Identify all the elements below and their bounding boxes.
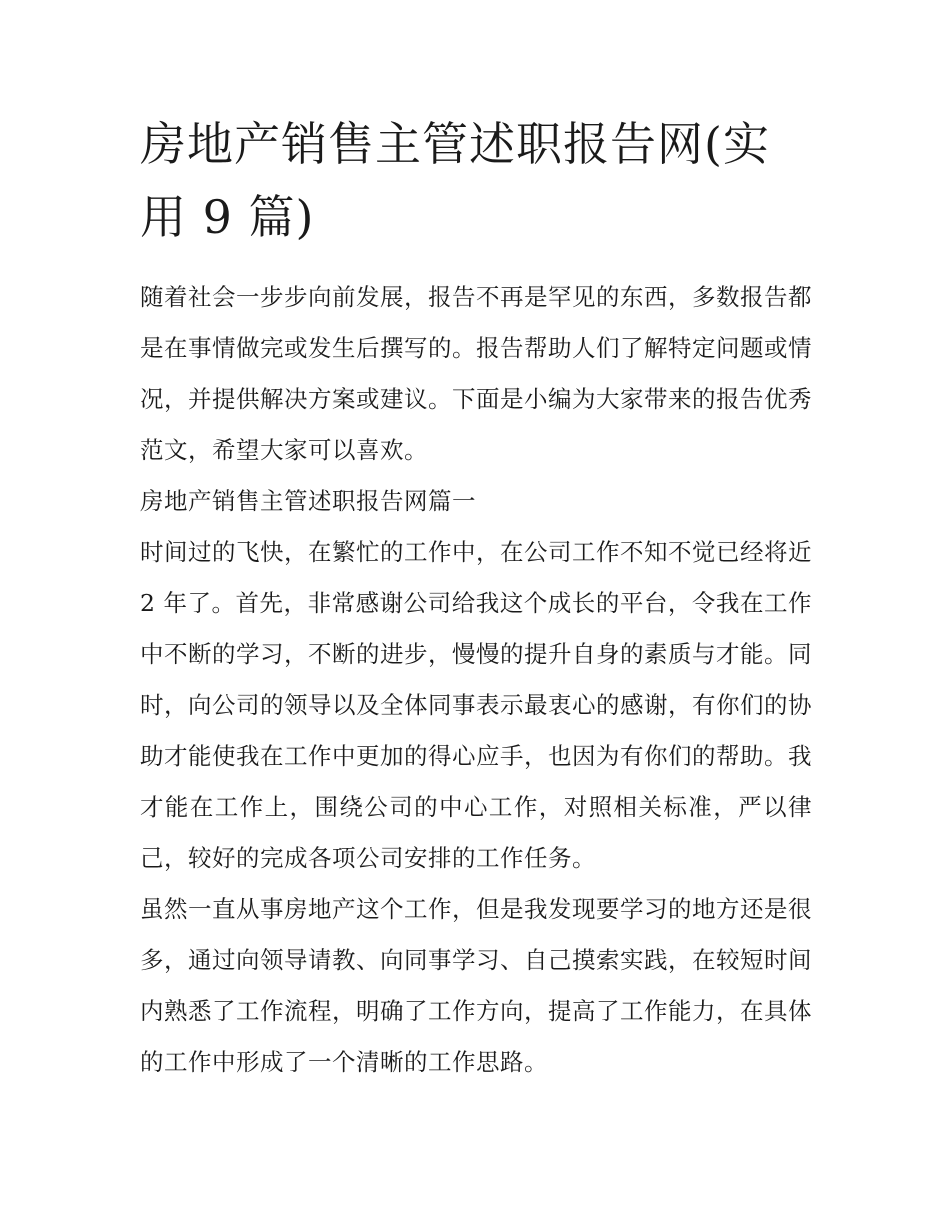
- intro-paragraph: 随着社会一步步向前发展，报告不再是罕见的东西，多数报告都是在事情做完或发生后撰写的。报告帮助人们了解特定问题或情况，并提供解决方案或建议。下面是小编为大家带来的报告优秀范文，希望大家可以喜欢。: [140, 283, 812, 464]
- document-page: [140, 108, 812, 1088]
- document-title: 房地产销售主管述职报告网(实用 9 篇): [140, 117, 770, 244]
- body-paragraph-1: 时间过的飞快，在繁忙的工作中，在公司工作不知不觉已经将近 2 年了。首先，非常感谢公司给我这个成长的平台，令我在工作中不断的学习，不断的进步，慢慢的提升自身的素质与才能。同时，向公司的领导以及全体同事表示最衷心的感谢，有你们的协助才能使我在工作中更加的得心应手，也因为有你们的帮助。我才能在工作上，围绕公司的中心工作，对照相关标准，严以律己，较好的完成各项公司安排的工作任务。: [140, 538, 812, 872]
- body-paragraph-2: 虽然一直从事房地产这个工作，但是我发现要学习的地方还是很多，通过向领导请教、向同事学习、自己摸索实践，在较短时间内熟悉了工作流程，明确了工作方向，提高了工作能力，在具体的工作中形成了一个清晰的工作思路。: [140, 895, 812, 1076]
- section-heading: 房地产销售主管述职报告网篇一: [140, 487, 476, 515]
